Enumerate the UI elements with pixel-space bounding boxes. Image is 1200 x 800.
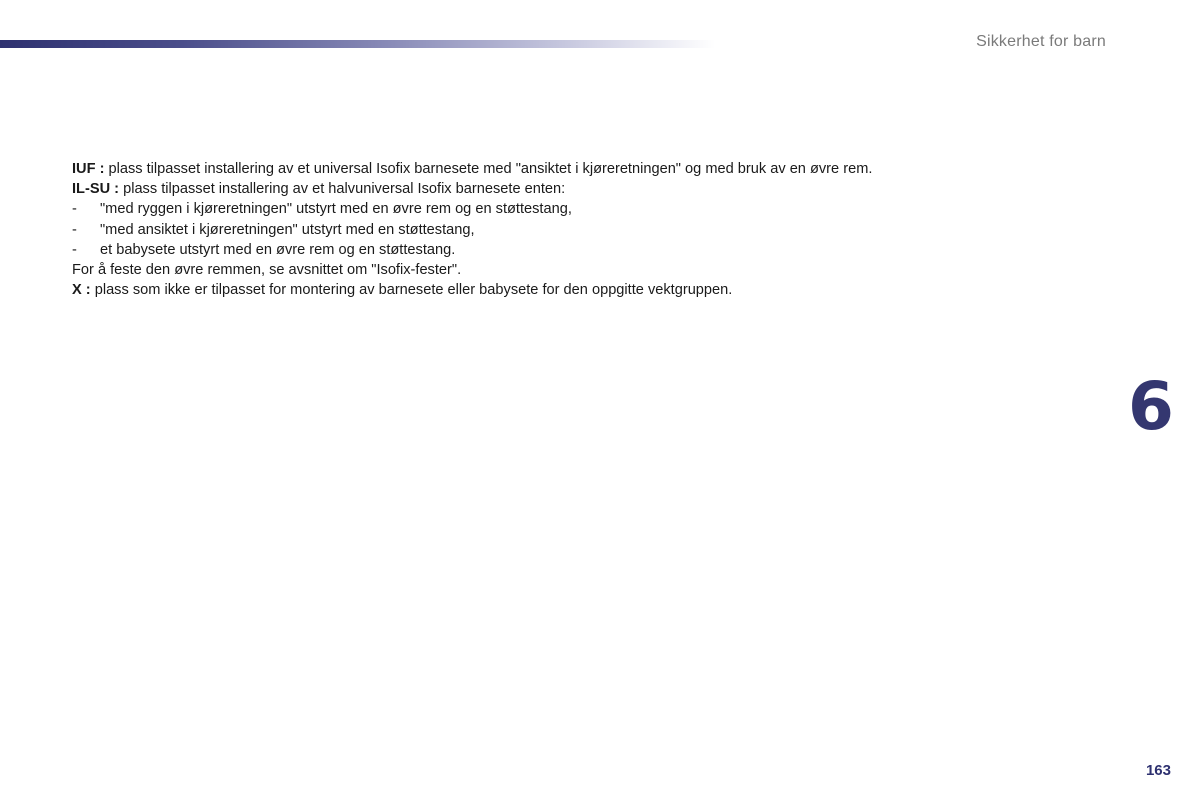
definition-il-su-text: plass tilpasset installering av et halvuniversal Isofix barnesete enten:	[119, 181, 566, 198]
definition-x-text: plass som ikke er tilpasset for montering av barnesete eller babysete for den oppgitte vektgruppen.	[90, 282, 733, 299]
bullet-dash: -	[72, 221, 77, 238]
definition-il-su	[72, 179, 1072, 199]
body-text	[72, 159, 1072, 300]
page-number: 163	[1145, 762, 1171, 779]
list-item	[72, 220, 1072, 240]
list-item	[72, 240, 1072, 260]
section-title: Sikkerhet for barn	[976, 33, 1106, 50]
term-iuf: IUF :	[72, 161, 105, 177]
bullet-dash: -	[72, 201, 77, 218]
term-x: X :	[72, 282, 91, 299]
list-item	[72, 199, 1072, 219]
list-item-text: "med ryggen i kjøreretningen" utstyrt med en øvre rem og en støttestang,	[100, 201, 572, 218]
definition-x	[72, 280, 1072, 300]
list-item-text: "med ansiktet i kjøreretningen" utstyrt med en støttestang,	[100, 221, 475, 238]
definition-iuf-text: plass tilpasset installering av et universal Isofix barnesete med "ansiktet i kjøreretningen" og med bruk av en øvre rem.	[104, 161, 873, 177]
list-item-text: et babysete utstyrt med en øvre rem og en støttestang.	[100, 241, 456, 258]
header-gradient-bar	[0, 40, 715, 48]
definition-iuf	[72, 159, 1072, 179]
bullet-dash: -	[72, 241, 77, 258]
chapter-number: 6	[1128, 368, 1174, 445]
term-il-su: IL-SU :	[72, 181, 120, 198]
isofix-note: For å feste den øvre remmen, se avsnittet om "Isofix-fester".	[72, 262, 462, 279]
